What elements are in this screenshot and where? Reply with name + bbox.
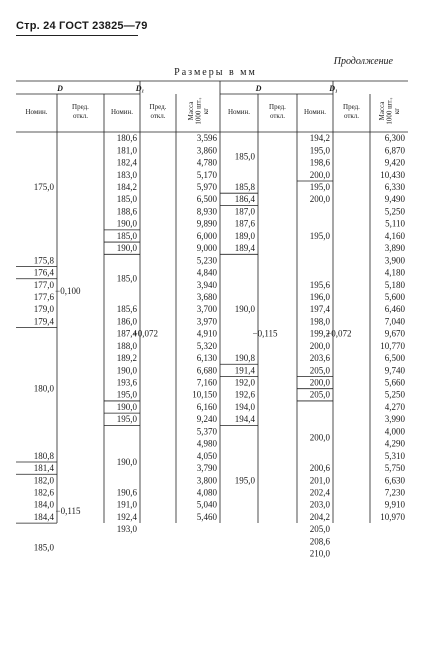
right-massa-cell: 5,110 — [385, 218, 405, 229]
right-massa-cell: 10,770 — [380, 340, 405, 351]
right-massa-cell: 5,180 — [384, 279, 405, 290]
right-d-nomin-cell: 187,0 — [234, 206, 255, 217]
left-d1-nomin-cell: 185,0 — [116, 194, 137, 205]
left-d-nomin-header: Номин. — [25, 108, 48, 116]
left-d1-nomin-cell: 190,0 — [116, 456, 137, 467]
left-d-nomin-cell: 176,4 — [33, 267, 54, 278]
right-d1-nomin-cell: 205,0 — [309, 365, 330, 376]
right-d-nomin-cell: 190,8 — [234, 353, 255, 364]
left-d-pred-header: Пред. — [72, 103, 89, 111]
right-massa-cell: 5,600 — [384, 291, 405, 302]
table-title: Размеры в мм — [174, 67, 257, 78]
left-d1-nomin-cell: 186,0 — [116, 316, 137, 327]
right-d-nomin-cell: 185,8 — [234, 181, 255, 192]
left-d-pred-cell: −0,100 — [55, 285, 81, 296]
right-massa-cell: 6,330 — [384, 181, 405, 192]
right-d1-nomin-cell: 195,0 — [309, 181, 330, 192]
left-massa-cell: 5,040 — [196, 499, 217, 510]
left-d-nomin-cell: 184,4 — [33, 511, 54, 522]
right-massa-cell: 6,630 — [384, 475, 405, 486]
right-massa-cell: 5,250 — [384, 389, 405, 400]
right-d-nomin-cell: 192,6 — [234, 389, 255, 400]
right-d1-nomin-cell: 200,6 — [309, 463, 330, 474]
left-d1-pred-header: Пред. — [149, 103, 167, 111]
right-massa-cell: 9,910 — [384, 499, 405, 510]
left-d-nomin-cell: 179,0 — [33, 304, 54, 315]
right-d-nomin-cell: 194,0 — [234, 401, 255, 412]
right-d-pred-cell: −0,115 — [252, 328, 278, 339]
right-massa-cell: 6,500 — [384, 353, 405, 364]
right-d-nomin-header: Номин. — [227, 108, 251, 116]
left-massa-cell: 5,460 — [196, 511, 217, 522]
right-d1-nomin-cell: 198,0 — [309, 316, 330, 327]
right-d1-nomin-cell: 202,4 — [309, 487, 330, 498]
right-massa-cell: 4,180 — [384, 267, 405, 278]
left-massa-cell: 3,940 — [196, 279, 217, 290]
left-d1-nomin-cell: 187,4 — [116, 328, 137, 339]
left-d1-nomin-cell: 184,2 — [116, 181, 137, 192]
left-d1-nomin-cell: 190,0 — [116, 401, 137, 412]
left-d-nomin-cell: 181,4 — [33, 463, 54, 474]
left-d1-nomin-cell: 191,0 — [116, 499, 137, 510]
right-massa-cell: 9,740 — [384, 365, 405, 376]
left-d-nomin-cell: 182,0 — [33, 475, 54, 486]
right-d1-nomin-cell: 195,6 — [309, 279, 330, 290]
right-d1-nomin-cell: 201,0 — [309, 475, 330, 486]
left-massa-cell: 3,790 — [196, 463, 217, 474]
right-d1-pred-header: откл. — [343, 112, 360, 120]
continuation-label: Продолжение — [333, 56, 393, 67]
right-d-nomin-cell: 190,0 — [234, 304, 255, 315]
left-massa-cell: 6,130 — [196, 353, 217, 364]
right-massa-cell: 4,270 — [384, 401, 405, 412]
left-massa-cell: 10,150 — [192, 389, 217, 400]
left-d-nomin-cell: 182,6 — [33, 487, 54, 498]
left-d1-pred-header: откл. — [150, 112, 166, 120]
left-massa-cell: 4,080 — [196, 487, 217, 498]
right-massa-cell: 3,990 — [384, 414, 405, 425]
right-d-nomin-cell: 187,6 — [234, 218, 255, 229]
right-d1-nomin-cell: 203,6 — [309, 353, 330, 364]
left-d1-pred-cell: +0,072 — [132, 328, 158, 339]
left-massa-cell: 6,000 — [196, 230, 217, 241]
left-d1-nomin-cell: 195,0 — [116, 414, 137, 425]
right-d1-nomin-cell: 204,2 — [309, 511, 330, 522]
left-massa-cell: 3,970 — [196, 316, 217, 327]
left-massa-cell: 3,860 — [196, 145, 217, 156]
right-massa-cell: 5,750 — [384, 463, 405, 474]
right-massa-cell: 10,430 — [380, 169, 405, 180]
left-massa-cell: 4,840 — [196, 267, 217, 278]
right-d-nomin-cell: 194,4 — [234, 414, 255, 425]
left-d1-nomin-cell: 190,0 — [116, 365, 137, 376]
left-d1-nomin-cell: 190,0 — [116, 243, 137, 254]
left-massa-cell: 5,170 — [196, 169, 217, 180]
right-massa-cell: 6,870 — [384, 145, 405, 156]
left-massa-cell: 3,596 — [196, 133, 217, 144]
left-massa-cell: 9,890 — [196, 218, 217, 229]
right-d-pred-header: Пред. — [269, 103, 286, 111]
left-d1-nomin-cell: 193,0 — [116, 524, 137, 535]
left-massa-cell: 9,240 — [196, 414, 217, 425]
right-massa-cell: 3,890 — [384, 243, 405, 254]
left-d-nomin-cell: 175,8 — [33, 255, 54, 266]
left-d1-nomin-cell: 185,6 — [116, 304, 137, 315]
left-massa-cell: 3,800 — [196, 475, 217, 486]
right-d1-pred-header: Пред. — [343, 103, 360, 111]
right-d1-nomin-cell: 195,0 — [309, 230, 330, 241]
right-d1-nomin-cell: 203,0 — [309, 499, 330, 510]
left-d-header: D — [57, 84, 63, 93]
left-d-nomin-cell: 175,0 — [33, 181, 54, 192]
right-massa-cell: 9,670 — [384, 328, 405, 339]
right-massa-cell: 9,490 — [384, 194, 405, 205]
right-d1-nomin-cell: 194,2 — [309, 133, 330, 144]
left-massa-cell: 5,970 — [196, 181, 217, 192]
right-massa-header-line: кг — [393, 107, 401, 115]
left-massa-header — [187, 97, 210, 124]
right-massa-cell: 5,660 — [384, 377, 405, 388]
left-massa-cell: 5,370 — [196, 426, 217, 437]
left-d-nomin-cell: 177,6 — [33, 291, 54, 302]
right-d1-nomin-cell: 200,0 — [309, 432, 330, 443]
left-d-nomin-cell: 185,0 — [33, 542, 54, 553]
left-d1-nomin-cell: 181,0 — [116, 145, 137, 156]
right-d1-nomin-cell: 199,2 — [309, 328, 330, 339]
right-massa-cell: 6,460 — [384, 304, 405, 315]
right-d-nomin-cell: 185,0 — [234, 151, 255, 162]
right-massa-header-line: Масса — [378, 101, 386, 121]
left-d1-nomin-cell: 183,0 — [116, 169, 137, 180]
right-massa-cell: 9,420 — [384, 157, 405, 168]
right-d1-nomin-header: Номин. — [303, 108, 327, 116]
left-d1-nomin-cell: 188,6 — [116, 206, 137, 217]
left-massa-cell: 4,050 — [196, 450, 217, 461]
left-d-nomin-cell: 184,0 — [33, 499, 54, 510]
left-d-nomin-cell: 177,0 — [33, 279, 54, 290]
left-massa-header-line: Масса — [187, 101, 195, 121]
left-d1-nomin-cell: 188,0 — [116, 340, 137, 351]
right-massa-cell: 4,290 — [384, 438, 405, 449]
left-d1-nomin-cell: 190,6 — [116, 487, 137, 498]
left-d1-nomin-cell: 192,4 — [116, 511, 137, 522]
right-d1-nomin-cell: 200,0 — [309, 194, 330, 205]
right-d-nomin-cell: 189,4 — [234, 243, 255, 254]
left-massa-cell: 3,700 — [196, 304, 217, 315]
left-d-nomin-cell: 179,4 — [33, 316, 54, 327]
left-d-nomin-cell: 180,0 — [33, 383, 54, 394]
right-d-nomin-cell: 195,0 — [234, 475, 255, 486]
left-massa-cell: 4,980 — [196, 438, 217, 449]
right-massa-cell: 3,900 — [384, 255, 405, 266]
left-massa-cell: 5,320 — [196, 340, 217, 351]
right-d1-nomin-cell: 198,6 — [309, 157, 330, 168]
right-d-header: D — [255, 84, 262, 93]
right-d-pred-header: откл. — [269, 112, 286, 120]
left-massa-cell: 4,780 — [196, 157, 217, 168]
right-massa-cell: 4,000 — [384, 426, 405, 437]
right-d1-nomin-cell: 195,0 — [309, 145, 330, 156]
left-d-pred-cell: −0,115 — [55, 505, 81, 516]
page-header-text: Стр. 24 ГОСТ 23825—79 — [16, 20, 148, 32]
right-d-nomin-cell: 189,0 — [234, 230, 255, 241]
right-massa-cell: 5,250 — [384, 206, 405, 217]
left-massa-cell: 5,230 — [196, 255, 217, 266]
left-massa-cell: 8,930 — [196, 206, 217, 217]
right-d1-nomin-cell: 210,0 — [309, 548, 330, 559]
right-d-nomin-cell: 186,4 — [234, 194, 255, 205]
left-d1-nomin-header: Номин. — [110, 108, 134, 116]
left-d1-nomin-cell: 190,0 — [116, 218, 137, 229]
left-d1-nomin-cell: 195,0 — [116, 389, 137, 400]
right-d1-nomin-cell: 200,0 — [309, 377, 330, 388]
right-d-nomin-cell: 191,4 — [234, 365, 255, 376]
right-massa-header — [378, 97, 401, 124]
left-d1-nomin-cell: 193,6 — [116, 377, 137, 388]
left-d1-nomin-cell: 189,2 — [116, 353, 137, 364]
right-d1-header: D₁ — [329, 84, 338, 93]
right-massa-cell: 4,160 — [384, 230, 405, 241]
right-massa-cell: 6,300 — [384, 133, 405, 144]
right-d1-nomin-cell: 208,6 — [309, 536, 330, 547]
left-massa-cell: 4,910 — [196, 328, 217, 339]
right-massa-header-line: 1000 шт., — [385, 97, 394, 125]
right-massa-cell: 5,310 — [384, 450, 405, 461]
left-d1-nomin-cell: 180,6 — [116, 133, 137, 144]
right-d1-nomin-cell: 197,4 — [309, 304, 330, 315]
right-d1-pred-cell: +0,072 — [326, 328, 352, 339]
left-massa-header-line: 1000 шт., — [194, 97, 203, 125]
left-massa-cell: 6,680 — [196, 365, 217, 376]
left-d1-nomin-cell: 182,4 — [116, 157, 137, 168]
right-d1-nomin-cell: 205,0 — [309, 524, 330, 535]
left-d-pred-header: откл. — [72, 112, 89, 120]
right-d1-nomin-cell: 200,0 — [309, 169, 330, 180]
left-d1-header: D₁ — [135, 84, 145, 93]
left-d-nomin-cell: 180,8 — [33, 450, 54, 461]
right-d1-nomin-cell: 196,0 — [309, 291, 330, 302]
left-massa-cell: 6,160 — [196, 401, 217, 412]
right-d1-nomin-cell: 200,0 — [309, 340, 330, 351]
left-d1-nomin-cell: 185,0 — [116, 230, 137, 241]
right-massa-cell: 7,040 — [384, 316, 405, 327]
left-massa-cell: 7,160 — [196, 377, 217, 388]
left-massa-cell: 3,680 — [196, 291, 217, 302]
left-massa-header-line: кг — [202, 107, 210, 115]
right-massa-cell: 10,970 — [380, 511, 405, 522]
right-d1-nomin-cell: 205,0 — [309, 389, 330, 400]
left-d1-nomin-cell: 185,0 — [116, 273, 137, 284]
left-massa-cell: 9,000 — [196, 243, 217, 254]
left-massa-cell: 6,500 — [196, 194, 217, 205]
right-massa-cell: 7,230 — [384, 487, 405, 498]
right-d-nomin-cell: 192,0 — [234, 377, 255, 388]
